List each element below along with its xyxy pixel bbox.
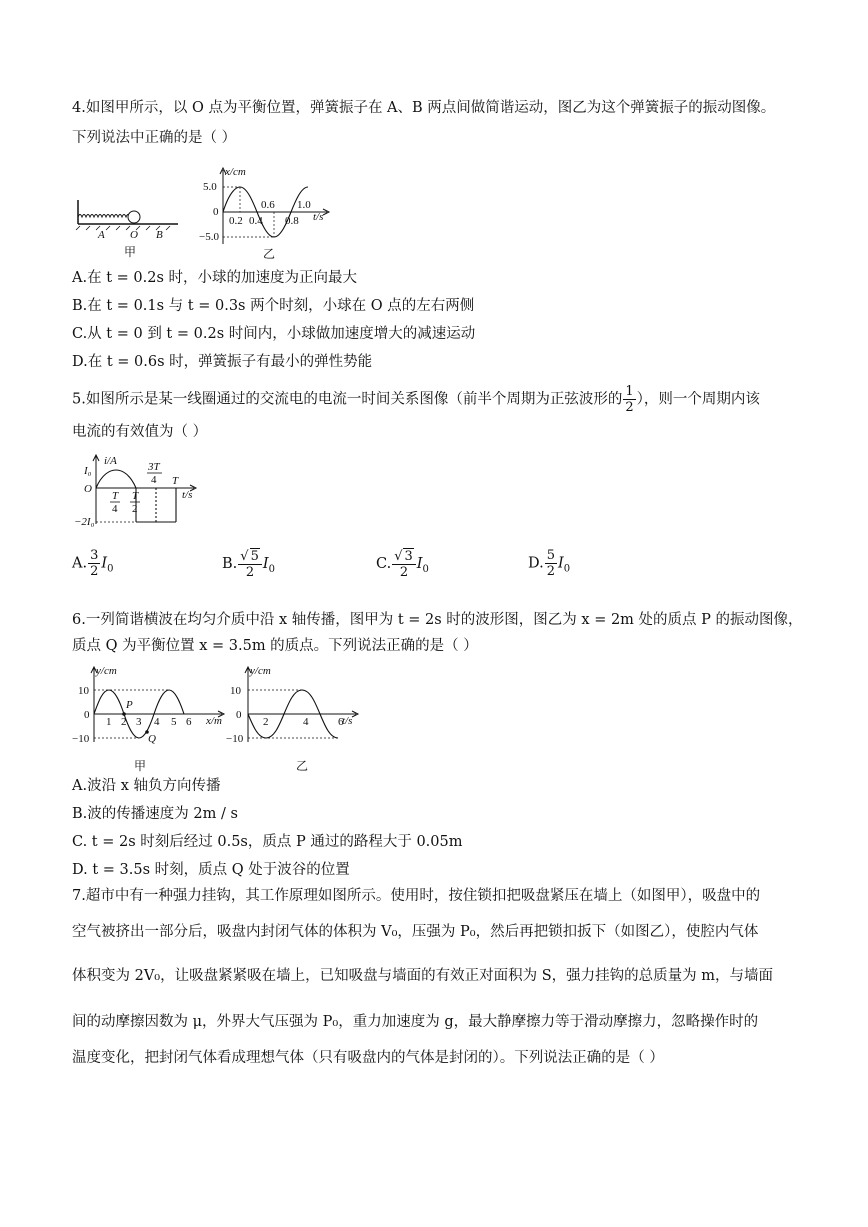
q4-y-bottom: −5.0 [199,231,219,243]
q6-option-c: C. t = 2s 时刻后经过 0.5s，质点 P 通过的路程大于 0.05m [72,834,463,850]
q5-origin: O [84,483,92,495]
q5-option-d-num: 5 [546,548,555,563]
q4-y-top: 5.0 [203,181,217,193]
q4-option-a: A.在 t = 0.2s 时，小球的加速度为正向最大 [72,270,357,286]
q6b-caption: 乙 [296,759,309,773]
q5-option-d-den: 2 [546,564,555,579]
q6a-tick-2: 2 [121,716,127,728]
q6-option-a: A.波沿 x 轴负方向传播 [72,778,221,794]
q5-frac-num: 1 [625,384,634,399]
q4-caption-jia: 甲 [124,245,137,259]
q4-stem-line1: 4.如图甲所示，以 O 点为平衡位置，弹簧振子在 A、B 两点间做简谐运动，图乙为这个弹簧振子的振动图像。 [72,100,776,116]
q5-option-c-den: 2 [399,565,409,580]
q5-option-a-num: 3 [90,548,99,563]
q6b-y-axis-label: y/cm [250,665,271,677]
q4-tick-0-4: 0.4 [249,215,263,227]
q5-option-b-letter: B. [222,556,238,572]
q6-stem-line1: 6.一列简谐横波在均匀介质中沿 x 轴传播，图甲为 t = 2s 时的波形图，图乙为 x = 2m 处的质点 P 的振动图像， [72,612,803,628]
q4-label-o: O [130,229,138,241]
q5-stem-fraction [623,384,635,415]
q4-tick-0-2: 0.2 [229,215,243,227]
q5-option-c: C. $\frac{√ 3}{2}$ $I_0$ [376,549,429,580]
q5-t34-den: 4 [151,474,157,486]
q5-stem-line1 [72,384,760,415]
q6a-label-p: P [126,699,133,711]
q5-option-d-letter: D. [528,555,544,572]
q7-stem-line1: 7.超市中有一种强力挂钩，其工作原理如图所示。使用时，按住锁扣把吸盘紧压在墙上（如图甲），吸盘中的 [72,888,761,904]
q6a-label-q: Q [148,733,156,745]
q5-option-c-sub: 0 [422,563,429,575]
q4-label-b: B [156,229,163,241]
q6-stem-line2: 质点 Q 为平衡位置 x = 3.5m 的质点。下列说法正确的是（ ） [72,638,478,654]
q4-figure-jia [72,180,182,260]
q4-option-c: C.从 t = 0 到 t = 0.2s 时间内，小球做加速度增大的减速运动 [72,326,476,342]
q4-origin: 0 [213,206,219,218]
q5-option-c-num: 3 [404,549,413,564]
q5-figure [72,452,202,532]
q6b-x-axis-label: t/s [342,715,353,727]
q5-option-d-var: I [558,555,564,572]
q4-tick-0-6: 0.6 [261,199,275,211]
q5-t2-num: T [132,490,139,502]
q6b-tick-6: 6 [338,716,344,728]
q6b-origin: 0 [236,709,242,721]
q5-option-b-num: 5 [250,549,259,564]
q6a-tick-4: 4 [154,716,160,728]
q5-i0-label: I₀ [84,465,92,477]
q5-option-b: B. $\frac{√ 5}{2}$ $I_0$ [222,549,275,580]
q5-stem-line2: 电流的有效值为（ ） [72,424,208,440]
q6a-tick-3: 3 [136,716,142,728]
q5-x-axis-label: t/s [182,489,193,501]
q6-option-b: B.波的传播速度为 2m / s [72,806,238,822]
q5-option-b-den: 2 [245,565,255,580]
q4-label-a: A [98,229,105,241]
q6a-tick-6: 6 [186,716,192,728]
q6a-y-axis-label: y/cm [96,665,117,677]
q6-figure-jia [72,662,232,774]
q6a-x-axis-label: x/m [206,715,222,727]
q5-option-a [72,548,113,579]
q6a-origin: 0 [84,709,90,721]
q5-t34-num: 3T [148,461,160,473]
q6a-y-bottom: −10 [72,733,90,745]
q5-t4-den: 4 [112,503,118,515]
q4-y-axis-label: x/cm [225,166,246,178]
q7-stem-line2: 空气被挤出一部分后，吸盘内封闭气体的体积为 V₀，压强为 P₀，然后再把锁扣扳下（如图乙），使腔内气体 [72,924,759,940]
q5-option-a-var: I [101,555,108,572]
q5-option-d [528,548,570,579]
q4-stem-line2: 下列说法中正确的是（ ） [72,130,237,146]
q4-option-b: B.在 t = 0.1s 与 t = 0.3s 两个时刻，小球在 O 点的左右两侧 [72,298,475,314]
q5-frac-den: 2 [625,400,634,415]
q4-tick-0-8: 0.8 [285,215,299,227]
q6b-y-top: 10 [230,685,241,697]
q6-figure-yi [226,662,376,774]
q4-caption-yi: 乙 [263,247,276,261]
q6b-tick-4: 4 [303,716,309,728]
q5-option-c-var: I [416,556,423,572]
q6b-y-bottom: −10 [226,733,244,745]
q4-tick-1-0: 1.0 [297,199,311,211]
q5-stem-text-a: 5.如图所示是某一线圈通过的交流电的电流一时间关系图像（前半个周期为正弦波形的 [72,391,623,408]
q6a-caption: 甲 [134,759,147,773]
q5-stem-text-b: ），则一个周期内该 [636,391,760,408]
q4-x-axis-label: t/s [313,211,324,223]
q5-option-d-sub: 0 [563,563,571,575]
q5-t4-num: T [112,490,119,502]
q5-option-a-den: 2 [90,564,99,579]
q7-stem-line5: 温度变化，把封闭气体看成理想气体（只有吸盘内的气体是封闭的）。下列说法正确的是（ ） [72,1050,664,1066]
q5-neg-label: −2I₀ [74,516,95,528]
q6a-tick-5: 5 [171,716,177,728]
q5-t2-den: 2 [132,503,138,515]
q7-stem-line4: 间的动摩擦因数为 μ，外界大气压强为 P₀，重力加速度为 g，最大静摩擦力等于滑动摩擦力，忽略操作时的 [72,1014,759,1030]
q5-option-b-var: I [262,556,269,572]
q5-option-b-sub: 0 [268,563,275,575]
q6a-tick-1: 1 [106,716,112,728]
q6a-y-top: 10 [78,685,89,697]
q5-option-a-sub: 0 [107,563,114,575]
q5-y-axis-label: i/A [104,455,117,467]
q5-option-a-letter: A. [72,555,88,572]
q7-stem-line3: 体积变为 2V₀，让吸盘紧紧吸在墙上，已知吸盘与墙面的有效正对面积为 S，强力挂钩的总质量为 m，与墙面 [72,968,774,984]
q5-t-full: T [172,475,179,487]
q6b-tick-2: 2 [263,716,269,728]
q4-option-d: D.在 t = 0.6s 时，弹簧振子有最小的弹性势能 [72,354,373,370]
q5-option-c-letter: C. [376,556,392,572]
q4-figure-yi [195,162,340,262]
q6-option-d: D. t = 3.5s 时刻，质点 Q 处于波谷的位置 [72,862,350,878]
